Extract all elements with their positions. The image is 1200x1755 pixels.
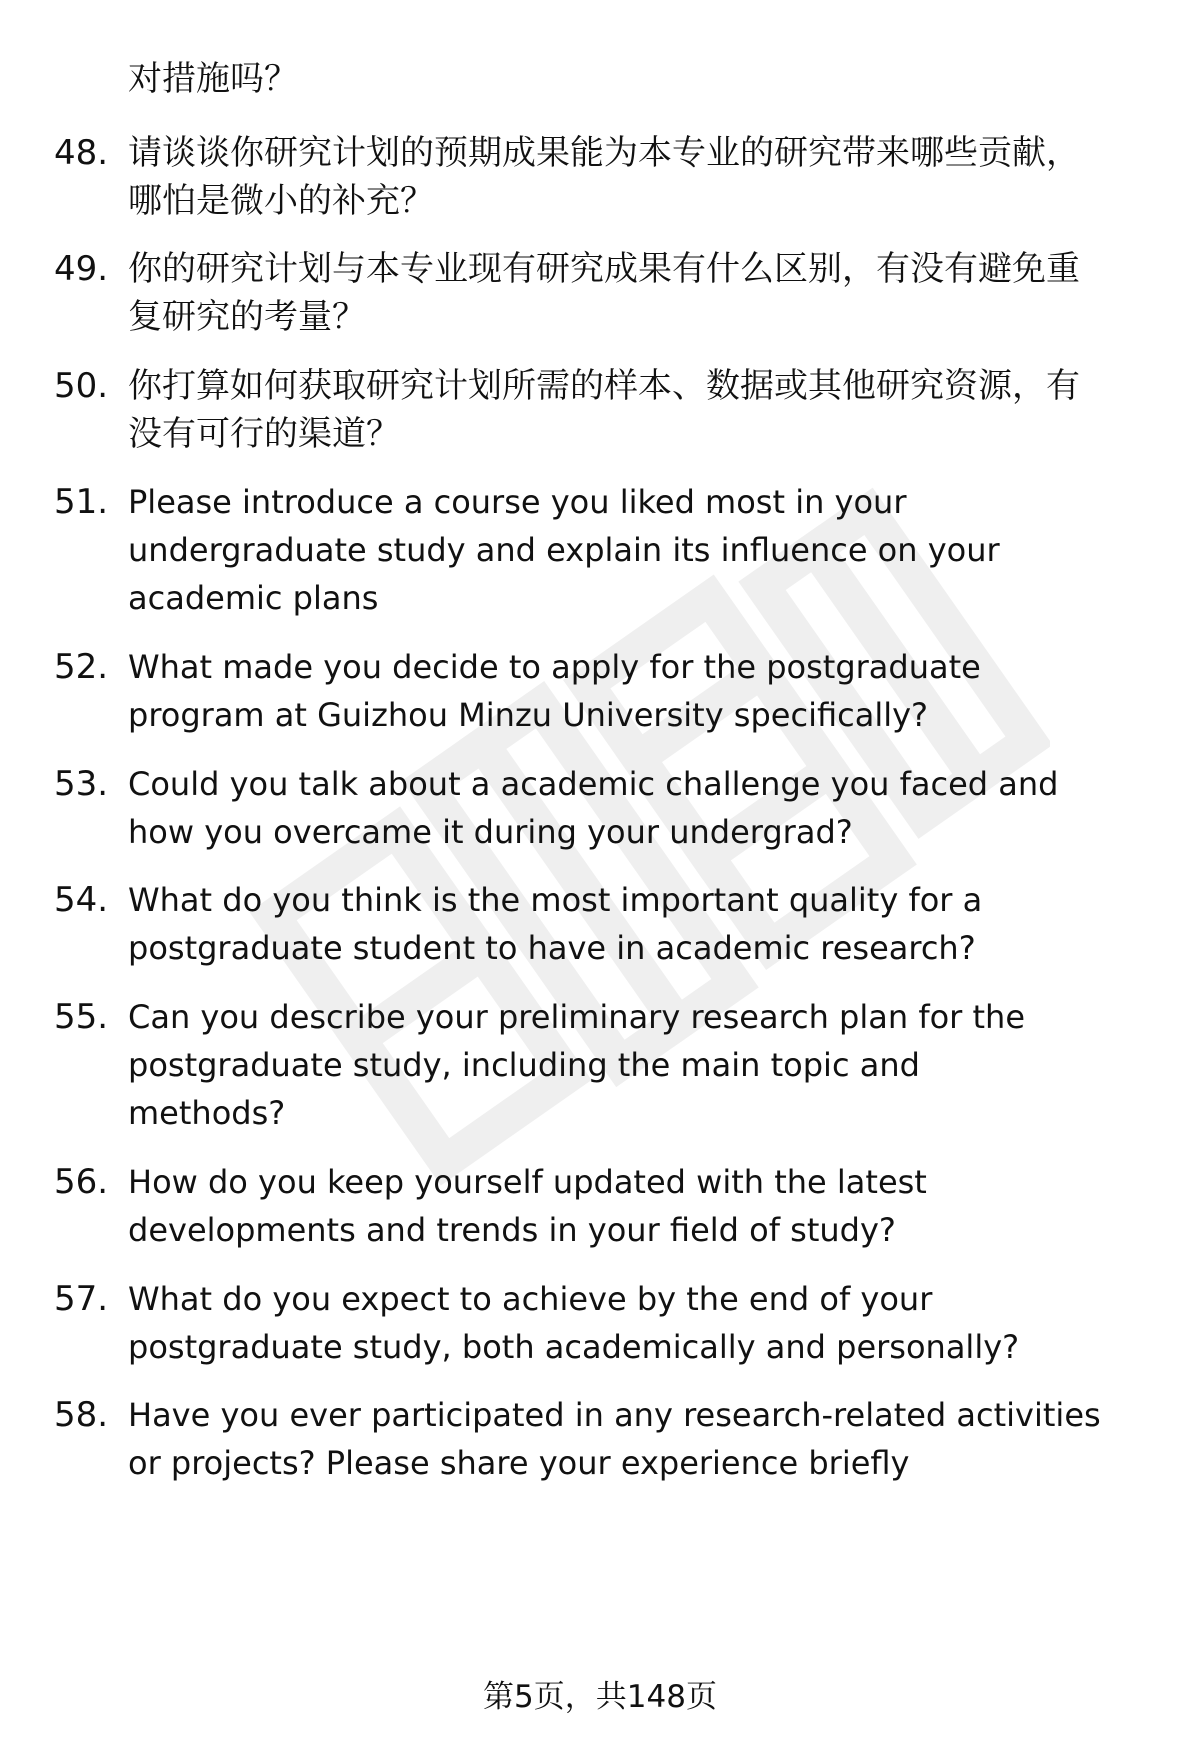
question-number: 51. bbox=[54, 482, 109, 522]
question-line: postgraduate student to have in academic research? bbox=[128, 929, 976, 967]
question-number: 53. bbox=[54, 764, 109, 804]
question-text bbox=[128, 760, 1173, 856]
question-line: 你打算如何获取研究计划所需的样本、数据或其他研究资源，有 bbox=[128, 366, 1080, 406]
question-text bbox=[128, 1158, 1173, 1254]
question-line: academic plans bbox=[128, 579, 379, 617]
question-line: Could you talk about a academic challenge you faced and bbox=[128, 765, 1059, 803]
question-line: postgraduate study, both academically and personally? bbox=[128, 1328, 1020, 1366]
question-line: undergraduate study and explain its influence on your bbox=[128, 531, 1000, 569]
question-text bbox=[128, 245, 1173, 341]
question-number: 48. bbox=[54, 133, 109, 173]
question-line: Please introduce a course you liked most in your bbox=[128, 483, 907, 521]
question-line: 你的研究计划与本专业现有研究成果有什么区别，有没有避免重 bbox=[128, 249, 1080, 289]
question-continuation: 对措施吗？ bbox=[128, 59, 298, 99]
question-line: 请谈谈你研究计划的预期成果能为本专业的研究带来哪些贡献， bbox=[128, 133, 1080, 173]
question-line: What made you decide to apply for the postgraduate bbox=[128, 648, 981, 686]
question-line: Have you ever participated in any research-related activities bbox=[128, 1396, 1101, 1434]
question-line: how you overcame it during your undergrad? bbox=[128, 813, 853, 851]
question-number: 50. bbox=[54, 366, 109, 406]
question-line: program at Guizhou Minzu University specifically? bbox=[128, 696, 929, 734]
question-number: 55. bbox=[54, 997, 109, 1037]
question-line: postgraduate study, including the main topic and bbox=[128, 1046, 920, 1084]
question-line: What do you expect to achieve by the end of your bbox=[128, 1280, 933, 1318]
question-number: 49. bbox=[54, 249, 109, 289]
question-line: 没有可行的渠道？ bbox=[128, 414, 400, 454]
question-number: 54. bbox=[54, 880, 109, 920]
question-line: Can you describe your preliminary research plan for the bbox=[128, 998, 1025, 1036]
question-text bbox=[128, 362, 1173, 458]
question-text bbox=[128, 478, 1173, 622]
question-line: How do you keep yourself updated with the latest bbox=[128, 1163, 927, 1201]
question-text bbox=[128, 876, 1173, 972]
question-number: 57. bbox=[54, 1279, 109, 1319]
question-number: 52. bbox=[54, 647, 109, 687]
question-number: 56. bbox=[54, 1162, 109, 1202]
question-text bbox=[128, 993, 1173, 1137]
question-text bbox=[128, 1391, 1173, 1487]
question-text bbox=[128, 1275, 1173, 1371]
question-text bbox=[128, 129, 1173, 225]
page-number-footer: 第5页，共148页 bbox=[483, 1679, 717, 1715]
question-line: methods? bbox=[128, 1094, 286, 1132]
question-line: 哪怕是微小的补充？ bbox=[128, 181, 434, 221]
question-text bbox=[128, 643, 1173, 739]
question-line: or projects? Please share your experience briefly bbox=[128, 1444, 910, 1482]
question-line: What do you think is the most important quality for a bbox=[128, 881, 983, 919]
question-line: 复研究的考量？ bbox=[128, 297, 366, 337]
question-number: 58. bbox=[54, 1395, 109, 1435]
question-line: developments and trends in your field of study? bbox=[128, 1211, 896, 1249]
